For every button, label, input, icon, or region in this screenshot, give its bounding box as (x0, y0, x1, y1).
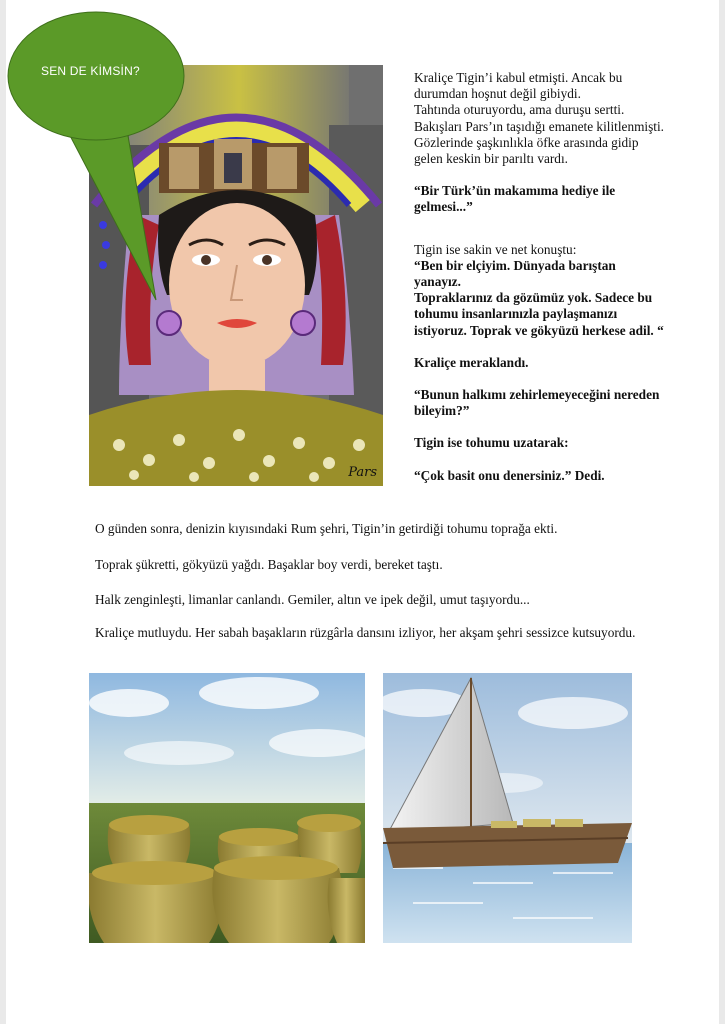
dialogue-line: gelmesi...” (414, 199, 473, 215)
dialogue-line: “Bunun halkımı zehirlemeyeceğini nereden (414, 387, 660, 403)
dialogue-line: bileyim?” (414, 403, 470, 419)
line-spacer (414, 216, 664, 242)
dialogue-line: “Çok basit onu denersiniz.” Dedi. (414, 467, 605, 483)
narration-line: Tahtında oturuyordu, ama duruşu sertti. (414, 102, 625, 118)
dialogue-line: “Ben bir elçiyim. Dünyada barıştan yanayız. (414, 257, 616, 290)
speech-bubble-shape (6, 4, 191, 304)
line-spacer (414, 419, 664, 435)
dialogue-line: tohumu insanlarınızla paylaşmanızı (414, 306, 618, 322)
narration-line: gelen keskin bir parıltı vardı. (414, 151, 568, 167)
story-paragraph: Halk zenginleşti, limanlar canlandı. Gemiler, altın ve ipek değil, umut taşıyordu... (95, 592, 530, 607)
narration-line: Gözlerinde şaşkınlıkla öfke arasında gidip (414, 134, 639, 150)
line-spacer (414, 452, 664, 468)
dialogue-line: istiyoruz. Toprak ve gökyüzü herkese adil. “ (414, 322, 664, 338)
narration-line: Tigin ise sakin ve net konuştu: (414, 241, 577, 257)
narration-line: durumdan hoşnut değil gibiydi. (414, 86, 581, 102)
narration-line: Bakışları Pars’ın taşıdığı emanete kilitlenmişti. (414, 118, 665, 134)
dialogue-line: Tigin ise tohumu uzatarak: (414, 435, 569, 451)
line-spacer (414, 167, 664, 183)
line-spacer (414, 339, 664, 355)
dialogue-line: Kraliçe meraklandı. (414, 354, 529, 370)
storybook-page (6, 0, 719, 1024)
story-paragraph: Toprak şükretti, gökyüzü yağdı. Başaklar boy verdi, bereket taştı. (95, 557, 443, 572)
speech-bubble-text: SEN DE KİMSİN? (41, 64, 140, 78)
line-spacer (414, 371, 664, 387)
dialogue-line: “Bir Türk’ün makamıma hediye ile (414, 183, 616, 199)
sailing-ship-illustration (383, 673, 632, 943)
story-paragraph: Kraliçe mutluydu. Her sabah başakların rüzgârla dansını izliyor, her akşam şehri sessizce kutsuyordu. (95, 625, 636, 640)
narration-line: Kraliçe Tigin’i kabul etmişti. Ancak bu (414, 70, 623, 85)
wheat-sacks-illustration (89, 673, 365, 943)
artist-signature: Pars (348, 465, 377, 480)
story-dialogue-column (414, 70, 664, 484)
story-paragraph: O günden sonra, denizin kıyısındaki Rum şehri, Tigin’in getirdiği tohumu toprağa ekti. (95, 521, 558, 536)
dialogue-line: Topraklarınız da gözümüz yok. Sadece bu (414, 290, 653, 306)
